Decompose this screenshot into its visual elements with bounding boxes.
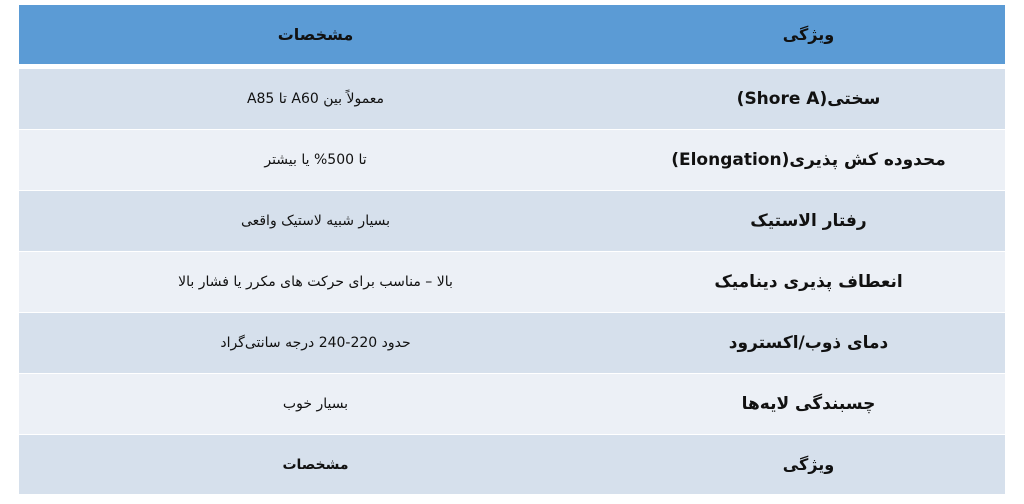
table-row — [17, 130, 1005, 191]
header-feature: ویژگی — [612, 5, 1005, 65]
row-feature: سختی(Shore A) — [612, 69, 1005, 130]
table-footer-row — [17, 435, 1005, 496]
row-spec: تا 500% یا بیشتر — [17, 130, 612, 191]
properties-table — [17, 5, 1005, 496]
row-feature: دمای ذوب/اکسترود — [612, 313, 1005, 374]
header-spec: مشخصات — [17, 5, 612, 65]
table-row — [17, 191, 1005, 252]
table-row — [17, 252, 1005, 313]
footer-feature: ویژگی — [612, 435, 1005, 495]
row-feature: رفتار الاستیک — [612, 191, 1005, 252]
row-spec: بسیار خوب — [17, 374, 612, 435]
row-feature: محدوده کش پذیری(Elongation) — [612, 130, 1005, 191]
row-spec: بالا – مناسب برای حرکت های مکرر یا فشار بالا — [17, 252, 612, 313]
footer-spec: مشخصات — [17, 435, 612, 495]
row-spec: بسیار شبیه لاستیک واقعی — [17, 191, 612, 252]
row-spec: حدود 220-240 درجه سانتی‌گراد — [17, 313, 612, 374]
table-row — [17, 69, 1005, 130]
row-feature: انعطاف پذیری دینامیک — [612, 252, 1005, 313]
table-row — [17, 313, 1005, 374]
table-header-row — [17, 5, 1005, 67]
row-spec: معمولاً بین A60 تا A85 — [17, 69, 612, 130]
table-row — [17, 374, 1005, 435]
row-feature: چسبندگی لایه‌ها — [612, 374, 1005, 435]
